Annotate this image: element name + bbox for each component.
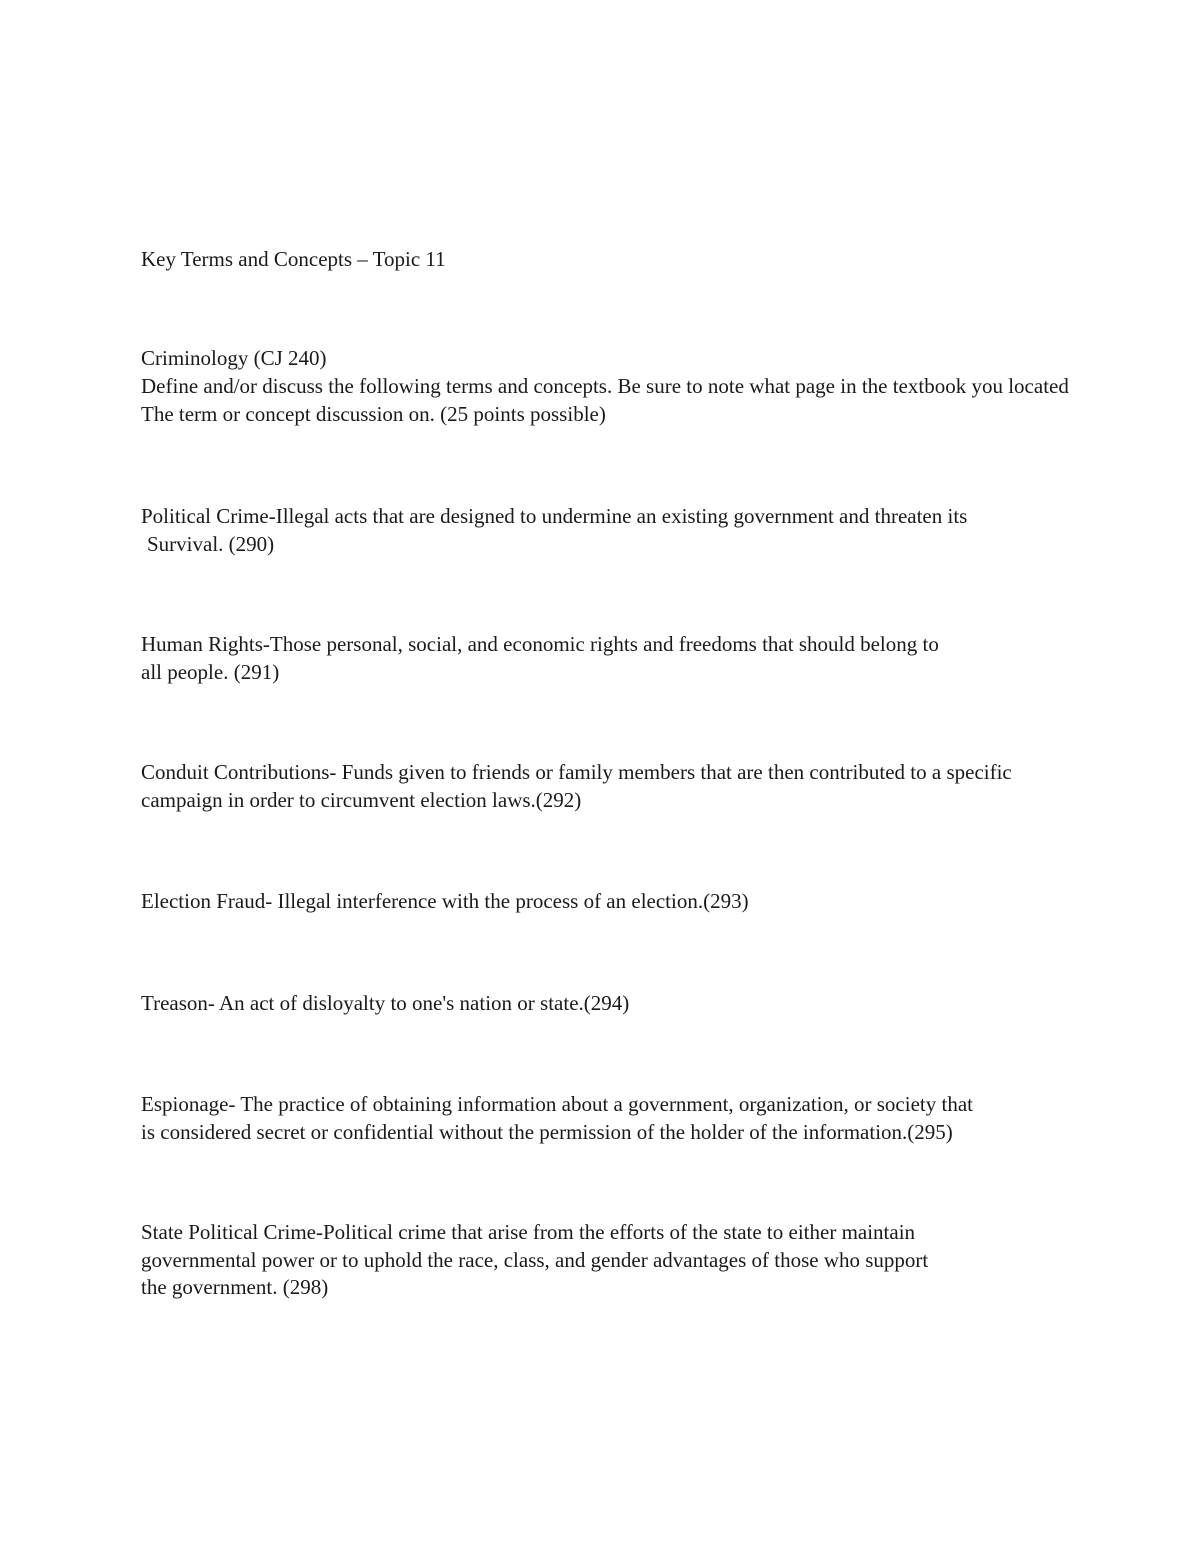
course-heading: Criminology (CJ 240) <box>141 346 327 370</box>
term-line: all people. (291) <box>141 660 280 684</box>
term-line: Human Rights-Those personal, social, and economic rights and freedoms that should belong to <box>141 632 939 656</box>
term-line: Survival. (290) <box>147 532 275 556</box>
term-line: Treason- An act of disloyalty to one's nation or state.(294) <box>141 991 630 1015</box>
term-line: Espionage- The practice of obtaining information about a government, organization, or society that <box>141 1092 973 1116</box>
term-line: Election Fraud- Illegal interference with the process of an election.(293) <box>141 889 749 913</box>
term-line: Political Crime-Illegal acts that are designed to undermine an existing government and threaten its <box>141 504 968 528</box>
term-line: governmental power or to uphold the race, class, and gender advantages of those who support <box>141 1248 929 1272</box>
page-title: Key Terms and Concepts – Topic 11 <box>141 247 446 271</box>
instructions-line-2: The term or concept discussion on. (25 points possible) <box>141 402 606 426</box>
instructions-line-1: Define and/or discuss the following terms and concepts. Be sure to note what page in the textbook you located <box>141 374 1069 398</box>
term-line: the government. (298) <box>141 1275 329 1299</box>
term-line: State Political Crime-Political crime that arise from the efforts of the state to either maintain <box>141 1220 916 1244</box>
term-line: campaign in order to circumvent election laws.(292) <box>141 788 582 812</box>
term-line: Conduit Contributions- Funds given to friends or family members that are then contributed to a specific <box>141 760 1012 784</box>
term-line: is considered secret or confidential without the permission of the holder of the information.(295) <box>141 1120 953 1144</box>
